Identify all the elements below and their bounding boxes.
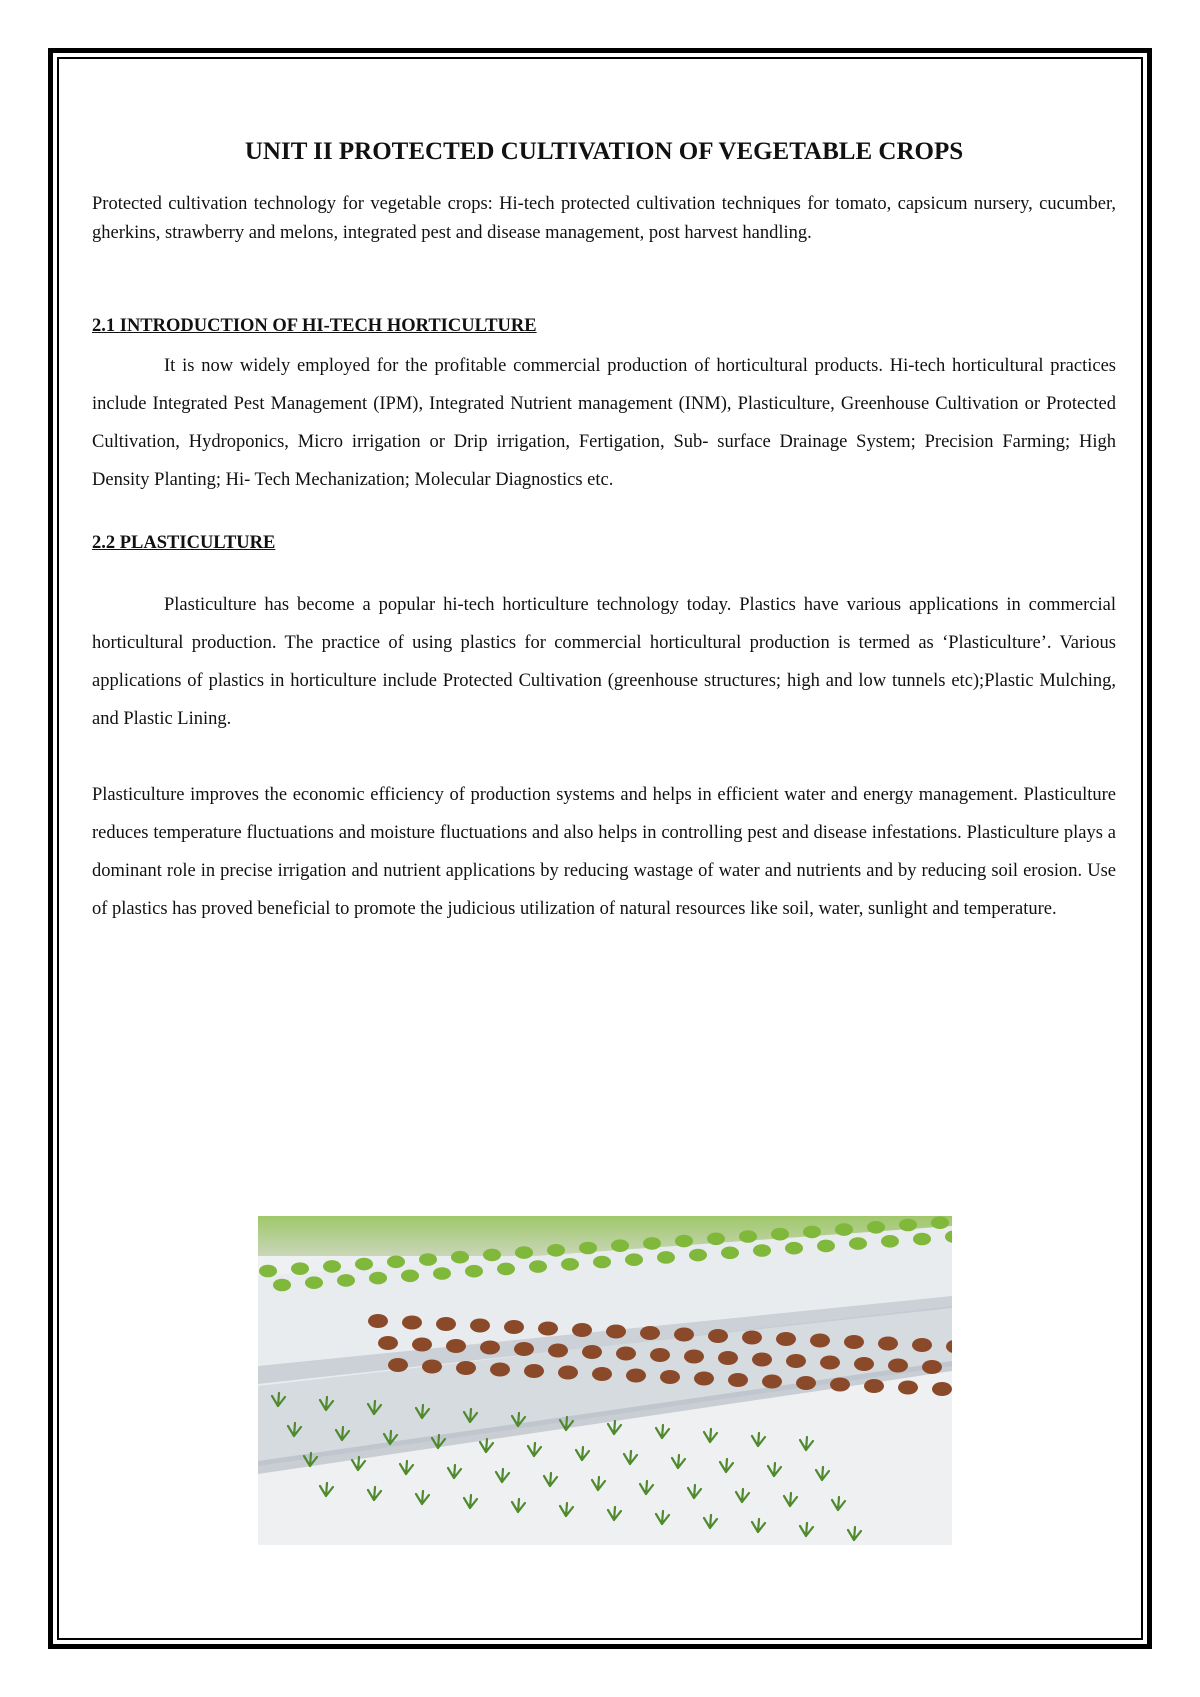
plasticulture-paragraph-2: Plasticulture improves the economic efficiency of production systems and helps in efficient water and energy management. Plasticulture reduces temperature fluctuations and moisture fluctuations and also helps in controlling pest and disease infestations. Plasticulture plays a dominant role in precise irrigation and nutrient applications by reducing wastage of water and nutrients and by reducing soil erosion. Use of plastics has proved beneficial to promote the judicious utilization of natural resources like soil, water, sunlight and temperature. — [92, 785, 1116, 919]
section-heading-plasticulture: 2.2 PLASTICULTURE — [92, 533, 276, 553]
intro-paragraph: It is now widely employed for the profitable commercial production of horticultural products. Hi-tech horticultural practices include Integrated Pest Management (IPM), Integrated Nutrient management (INM), Plasticulture, Greenhouse Cultivation or Protected Cultivation, Hydroponics, Micro irrigation or Drip irrigation, Fertigation, Sub- surface Drainage System; Precision Farming; High Density Planting; Hi- Tech Mechanization; Molecular Diagnostics etc. — [92, 356, 1116, 490]
plastic-mulch-field-photo — [258, 1216, 952, 1545]
document-body — [92, 138, 1116, 928]
section-heading-intro: 2.1 INTRODUCTION OF HI-TECH HORTICULTURE — [92, 316, 537, 336]
unit-summary: Protected cultivation technology for vegetable crops: Hi-tech protected cultivation techniques for tomato, capsicum nursery, cucumber, gherkins, strawberry and melons, integrated pest and disease management, post harvest handling. — [92, 194, 1116, 243]
unit-title: UNIT II PROTECTED CULTIVATION OF VEGETABLE CROPS — [244, 138, 964, 165]
plasticulture-paragraph-1: Plasticulture has become a popular hi-tech horticulture technology today. Plastics have various applications in commercial horticultural production. The practice of using plastics for commercial horticultural production is termed as ‘Plasticulture’. Various applications of plastics in horticulture include Protected Cultivation (greenhouse structures; high and low tunnels etc);Plastic Mulching, and Plastic Lining. — [92, 595, 1116, 729]
